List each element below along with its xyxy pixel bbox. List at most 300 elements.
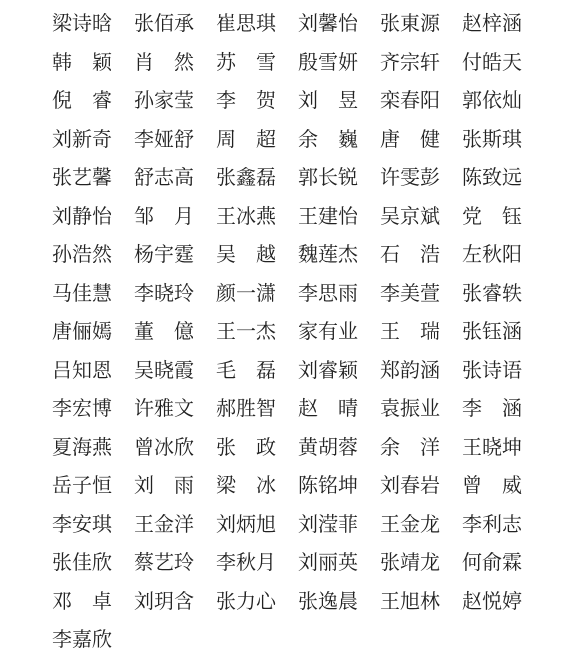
name-char: 涵 — [502, 319, 522, 343]
name-char: 杨 — [134, 242, 154, 266]
name-char: 林 — [420, 588, 440, 613]
name-char: 威 — [502, 473, 522, 497]
name-char: 潇 — [256, 280, 276, 305]
name-item — [134, 4, 216, 43]
name-char: 李 — [216, 550, 236, 574]
name-char: 恩 — [92, 357, 112, 382]
name-item — [298, 4, 380, 43]
name-item — [298, 351, 380, 390]
name-char: 齐 — [380, 49, 400, 74]
name-char: 李 — [52, 511, 72, 536]
name-item — [380, 43, 462, 82]
name-char: 睿 — [92, 88, 112, 112]
name-char: 欣 — [174, 434, 194, 459]
name-char: 许 — [134, 396, 154, 420]
name-item — [52, 312, 134, 351]
name-item — [52, 620, 134, 659]
name-char: 孙 — [134, 88, 154, 112]
name-char: 郭 — [298, 165, 318, 189]
name-item — [462, 158, 544, 197]
name-item — [52, 120, 134, 159]
name-char: 天 — [502, 49, 522, 74]
name-char: 冰 — [256, 473, 276, 497]
name-char: 雯 — [400, 165, 420, 189]
name-char: 佳 — [72, 280, 92, 305]
name-char: 斯 — [482, 126, 502, 151]
name-char: 赵 — [462, 11, 482, 35]
name-item — [462, 505, 544, 544]
name-item — [52, 389, 134, 428]
name-item — [52, 505, 134, 544]
name-item — [52, 466, 134, 505]
name-item — [380, 312, 440, 351]
name-char: 坤 — [502, 434, 522, 459]
name-char: 嘉 — [72, 627, 92, 651]
name-char: 建 — [318, 203, 338, 228]
name-char: 李 — [380, 280, 400, 305]
name-char: 赵 — [462, 588, 482, 613]
name-char: 玥 — [154, 588, 174, 613]
name-char: 梁 — [52, 11, 72, 35]
name-item — [380, 158, 462, 197]
name-item — [462, 543, 544, 582]
name-char: 晓 — [154, 280, 174, 305]
name-char: 张 — [216, 434, 236, 459]
name-char: 春 — [400, 473, 420, 497]
name-item — [462, 81, 544, 120]
name-char: 刘 — [52, 126, 72, 151]
name-char: 霖 — [502, 550, 522, 574]
name-char: 晓 — [154, 357, 174, 382]
name-char: 龙 — [420, 511, 440, 536]
name-char: 含 — [174, 588, 194, 613]
name-char: 美 — [400, 280, 420, 305]
name-char: 冰 — [236, 203, 256, 228]
name-char: 心 — [256, 588, 276, 613]
name-char: 菲 — [338, 511, 358, 536]
name-char: 郭 — [462, 88, 482, 112]
name-char: 王 — [134, 511, 154, 536]
name-char: 铭 — [318, 473, 338, 497]
name-char: 欣 — [92, 550, 112, 574]
name-char: 梓 — [482, 11, 502, 35]
name-char: 睿 — [482, 280, 502, 305]
name-item — [298, 582, 380, 621]
name-char: 瑞 — [420, 319, 440, 343]
name-item — [380, 274, 462, 313]
name-char: 昱 — [338, 88, 358, 112]
name-item — [298, 312, 380, 351]
name-char: 晓 — [482, 434, 502, 459]
name-char: 丽 — [318, 550, 338, 574]
name-char: 琪 — [256, 11, 276, 35]
name-char: 奇 — [92, 126, 112, 151]
name-char: 振 — [400, 396, 420, 420]
name-char: 刘 — [52, 203, 72, 228]
name-char: 蓉 — [338, 434, 358, 459]
name-char: 龙 — [420, 550, 440, 574]
name-char: 炳 — [236, 511, 256, 536]
name-item — [216, 43, 276, 82]
name-char: 春 — [400, 88, 420, 112]
name-char: 李 — [134, 126, 154, 151]
name-char: 萱 — [420, 280, 440, 305]
name-char: 张 — [216, 588, 236, 613]
name-char: 刘 — [134, 588, 154, 613]
name-item — [298, 389, 358, 428]
name-char: 皓 — [482, 49, 502, 74]
name-char: 坤 — [338, 473, 358, 497]
name-char: 燕 — [92, 434, 112, 459]
name-char: 利 — [482, 511, 502, 536]
name-char: 阳 — [420, 88, 440, 112]
name-char: 吴 — [216, 242, 236, 266]
name-item — [216, 4, 298, 43]
name-item — [380, 466, 462, 505]
name-char: 金 — [154, 511, 174, 536]
name-char: 俞 — [482, 550, 502, 574]
name-item — [52, 351, 134, 390]
name-char: 曾 — [134, 434, 154, 459]
name-char: 赵 — [298, 396, 318, 420]
name-item — [216, 543, 298, 582]
name-char: 高 — [174, 165, 194, 189]
name-char: 黄 — [298, 434, 318, 459]
name-char: 袁 — [380, 396, 400, 420]
name-char: 浩 — [72, 242, 92, 266]
name-char: 致 — [482, 165, 502, 189]
name-char: 张 — [134, 11, 154, 35]
name-item — [52, 543, 134, 582]
name-char: 鑫 — [236, 165, 256, 189]
name-item — [52, 274, 134, 313]
name-item — [216, 312, 298, 351]
name-char: 王 — [216, 203, 236, 228]
name-item — [380, 389, 462, 428]
name-item — [134, 351, 216, 390]
name-item — [462, 389, 522, 428]
name-char: 家 — [154, 88, 174, 112]
name-item — [462, 351, 544, 390]
name-char: 陈 — [462, 165, 482, 189]
name-char: 诗 — [72, 11, 92, 35]
name-char: 党 — [462, 203, 482, 228]
name-char: 颖 — [338, 357, 358, 382]
name-char: 舒 — [174, 126, 194, 151]
name-item — [380, 81, 462, 120]
name-item — [216, 505, 298, 544]
name-item — [462, 235, 544, 274]
name-char: 俪 — [72, 319, 92, 343]
name-char: 殷 — [298, 49, 318, 74]
name-item — [462, 197, 522, 236]
name-char: 然 — [174, 49, 194, 74]
name-item — [298, 235, 380, 274]
name-char: 张 — [52, 165, 72, 189]
name-char: 业 — [420, 396, 440, 420]
name-char: 英 — [338, 550, 358, 574]
name-char: 馨 — [318, 11, 338, 35]
name-char: 金 — [400, 511, 420, 536]
name-item — [462, 312, 544, 351]
name-char: 张 — [52, 550, 72, 574]
name-char: 马 — [52, 280, 72, 305]
name-char: 雅 — [154, 396, 174, 420]
name-item — [380, 120, 440, 159]
name-item — [462, 4, 544, 43]
name-char: 唐 — [380, 126, 400, 151]
name-char: 余 — [380, 434, 400, 459]
name-item — [298, 197, 380, 236]
name-char: 冰 — [154, 434, 174, 459]
name-char: 旭 — [256, 511, 276, 536]
name-char: 陈 — [298, 473, 318, 497]
name-item — [380, 543, 462, 582]
name-char: 石 — [380, 242, 400, 266]
name-item — [462, 120, 544, 159]
name-char: 洋 — [420, 434, 440, 459]
name-char: 知 — [72, 357, 92, 382]
name-char: 吴 — [380, 203, 400, 228]
name-char: 子 — [72, 473, 92, 497]
name-char: 莲 — [318, 242, 338, 266]
name-item — [462, 582, 544, 621]
name-char: 李 — [298, 280, 318, 305]
name-item — [380, 4, 462, 43]
name-char: 李 — [462, 396, 482, 420]
name-char: 琪 — [92, 511, 112, 536]
name-char: 涵 — [502, 396, 522, 420]
name-char: 慧 — [92, 280, 112, 305]
name-char: 宏 — [72, 396, 92, 420]
name-item — [216, 351, 276, 390]
name-char: 滢 — [318, 511, 338, 536]
name-item — [52, 81, 112, 120]
name-char: 健 — [420, 126, 440, 151]
name-item — [134, 312, 194, 351]
name-char: 政 — [256, 434, 276, 459]
name-char: 佳 — [72, 550, 92, 574]
name-char: 雨 — [174, 473, 194, 497]
name-char: 然 — [92, 242, 112, 266]
name-item — [134, 235, 216, 274]
name-char: 睿 — [318, 357, 338, 382]
name-char: 唐 — [52, 319, 72, 343]
name-char: 刘 — [298, 357, 318, 382]
name-char: 郑 — [380, 357, 400, 382]
name-char: 晴 — [338, 396, 358, 420]
name-item — [380, 582, 462, 621]
name-char: 梁 — [216, 473, 236, 497]
name-char: 语 — [502, 357, 522, 382]
name-char: 阳 — [502, 242, 522, 266]
name-char: 佰 — [154, 11, 174, 35]
name-item — [298, 505, 380, 544]
name-char: 颜 — [216, 280, 236, 305]
name-item — [134, 389, 216, 428]
name-char: 刘 — [216, 511, 236, 536]
name-item — [380, 505, 462, 544]
name-item — [298, 466, 380, 505]
name-char: 智 — [256, 396, 276, 420]
name-char: 业 — [338, 319, 358, 343]
name-char: 王 — [298, 203, 318, 228]
name-char: 刘 — [298, 511, 318, 536]
name-item — [298, 274, 380, 313]
name-item — [380, 197, 462, 236]
name-char: 志 — [154, 165, 174, 189]
name-char: 悦 — [482, 588, 502, 613]
name-char: 周 — [216, 126, 236, 151]
name-item — [380, 235, 440, 274]
name-char: 倪 — [52, 88, 72, 112]
name-char: 胡 — [318, 434, 338, 459]
name-char: 张 — [216, 165, 236, 189]
name-char: 一 — [236, 280, 256, 305]
name-char: 秋 — [236, 550, 256, 574]
name-item — [52, 197, 134, 236]
name-char: 邹 — [134, 203, 154, 228]
name-char: 晨 — [338, 588, 358, 613]
name-item — [216, 389, 298, 428]
name-char: 艺 — [154, 550, 174, 574]
name-char: 许 — [380, 165, 400, 189]
name-char: 力 — [236, 588, 256, 613]
name-char: 恒 — [92, 473, 112, 497]
name-char: 刘 — [298, 88, 318, 112]
name-char: 魏 — [298, 242, 318, 266]
name-item — [298, 120, 358, 159]
name-list — [52, 4, 532, 659]
name-char: 肖 — [134, 49, 154, 74]
name-char: 洋 — [174, 511, 194, 536]
name-char: 毛 — [216, 357, 236, 382]
name-char: 王 — [380, 511, 400, 536]
name-item — [134, 466, 194, 505]
name-item — [216, 120, 276, 159]
name-char: 苏 — [216, 49, 236, 74]
name-item — [298, 81, 358, 120]
name-char: 嫣 — [92, 319, 112, 343]
name-item — [216, 428, 276, 467]
name-char: 灿 — [502, 88, 522, 112]
name-char: 億 — [174, 319, 194, 343]
name-item — [216, 235, 276, 274]
name-char: 远 — [502, 165, 522, 189]
name-item — [216, 582, 298, 621]
name-char: 妍 — [338, 49, 358, 74]
name-item — [298, 543, 380, 582]
name-char: 胜 — [236, 396, 256, 420]
name-item — [462, 274, 544, 313]
name-char: 欣 — [92, 627, 112, 651]
name-item — [52, 43, 112, 82]
name-char: 霆 — [174, 242, 194, 266]
name-char: 宗 — [400, 49, 420, 74]
name-char: 怡 — [338, 11, 358, 35]
name-char: 韩 — [52, 49, 72, 74]
name-char: 郝 — [216, 396, 236, 420]
name-item — [462, 43, 544, 82]
name-item — [134, 505, 216, 544]
name-char: 莹 — [174, 88, 194, 112]
name-char: 杰 — [256, 319, 276, 343]
name-item — [52, 4, 134, 43]
name-char: 轶 — [502, 280, 522, 305]
name-char: 艺 — [72, 165, 92, 189]
name-item — [134, 428, 216, 467]
name-char: 月 — [174, 203, 194, 228]
name-char: 曾 — [462, 473, 482, 497]
name-item — [134, 43, 194, 82]
name-item — [134, 543, 216, 582]
name-char: 越 — [256, 242, 276, 266]
name-char: 李 — [134, 280, 154, 305]
name-char: 玲 — [174, 280, 194, 305]
name-char: 婷 — [502, 588, 522, 613]
name-item — [134, 158, 216, 197]
name-char: 张 — [298, 588, 318, 613]
name-char: 有 — [318, 319, 338, 343]
name-char: 锐 — [338, 165, 358, 189]
name-char: 付 — [462, 49, 482, 74]
name-char: 安 — [72, 511, 92, 536]
name-char: 思 — [236, 11, 256, 35]
name-char: 浩 — [420, 242, 440, 266]
name-item — [134, 81, 216, 120]
name-char: 王 — [380, 588, 400, 613]
name-item — [216, 81, 276, 120]
name-item — [298, 428, 380, 467]
name-char: 志 — [502, 511, 522, 536]
name-char: 承 — [174, 11, 194, 35]
name-item — [134, 120, 216, 159]
name-char: 霞 — [174, 357, 194, 382]
name-char: 王 — [462, 434, 482, 459]
name-char: 磊 — [256, 357, 276, 382]
name-char: 博 — [92, 396, 112, 420]
name-char: 岳 — [52, 473, 72, 497]
name-char: 宇 — [154, 242, 174, 266]
name-char: 雪 — [318, 49, 338, 74]
name-char: 磊 — [256, 165, 276, 189]
name-item — [462, 428, 544, 467]
name-char: 海 — [72, 434, 92, 459]
name-item — [380, 351, 462, 390]
name-char: 旭 — [400, 588, 420, 613]
name-item — [216, 274, 298, 313]
name-char: 张 — [380, 11, 400, 35]
name-char: 涵 — [420, 357, 440, 382]
name-char: 源 — [420, 11, 440, 35]
name-char: 蔡 — [134, 550, 154, 574]
name-char: 京 — [400, 203, 420, 228]
name-char: 钰 — [482, 319, 502, 343]
name-item — [298, 158, 380, 197]
name-char: 斌 — [420, 203, 440, 228]
name-char: 一 — [236, 319, 256, 343]
name-char: 思 — [318, 280, 338, 305]
name-item — [134, 197, 194, 236]
name-char: 崔 — [216, 11, 236, 35]
name-item — [216, 466, 276, 505]
name-char: 刘 — [134, 473, 154, 497]
name-char: 靖 — [400, 550, 420, 574]
name-char: 秋 — [482, 242, 502, 266]
name-char: 卓 — [92, 588, 112, 613]
name-char: 吴 — [134, 357, 154, 382]
name-char: 张 — [462, 280, 482, 305]
